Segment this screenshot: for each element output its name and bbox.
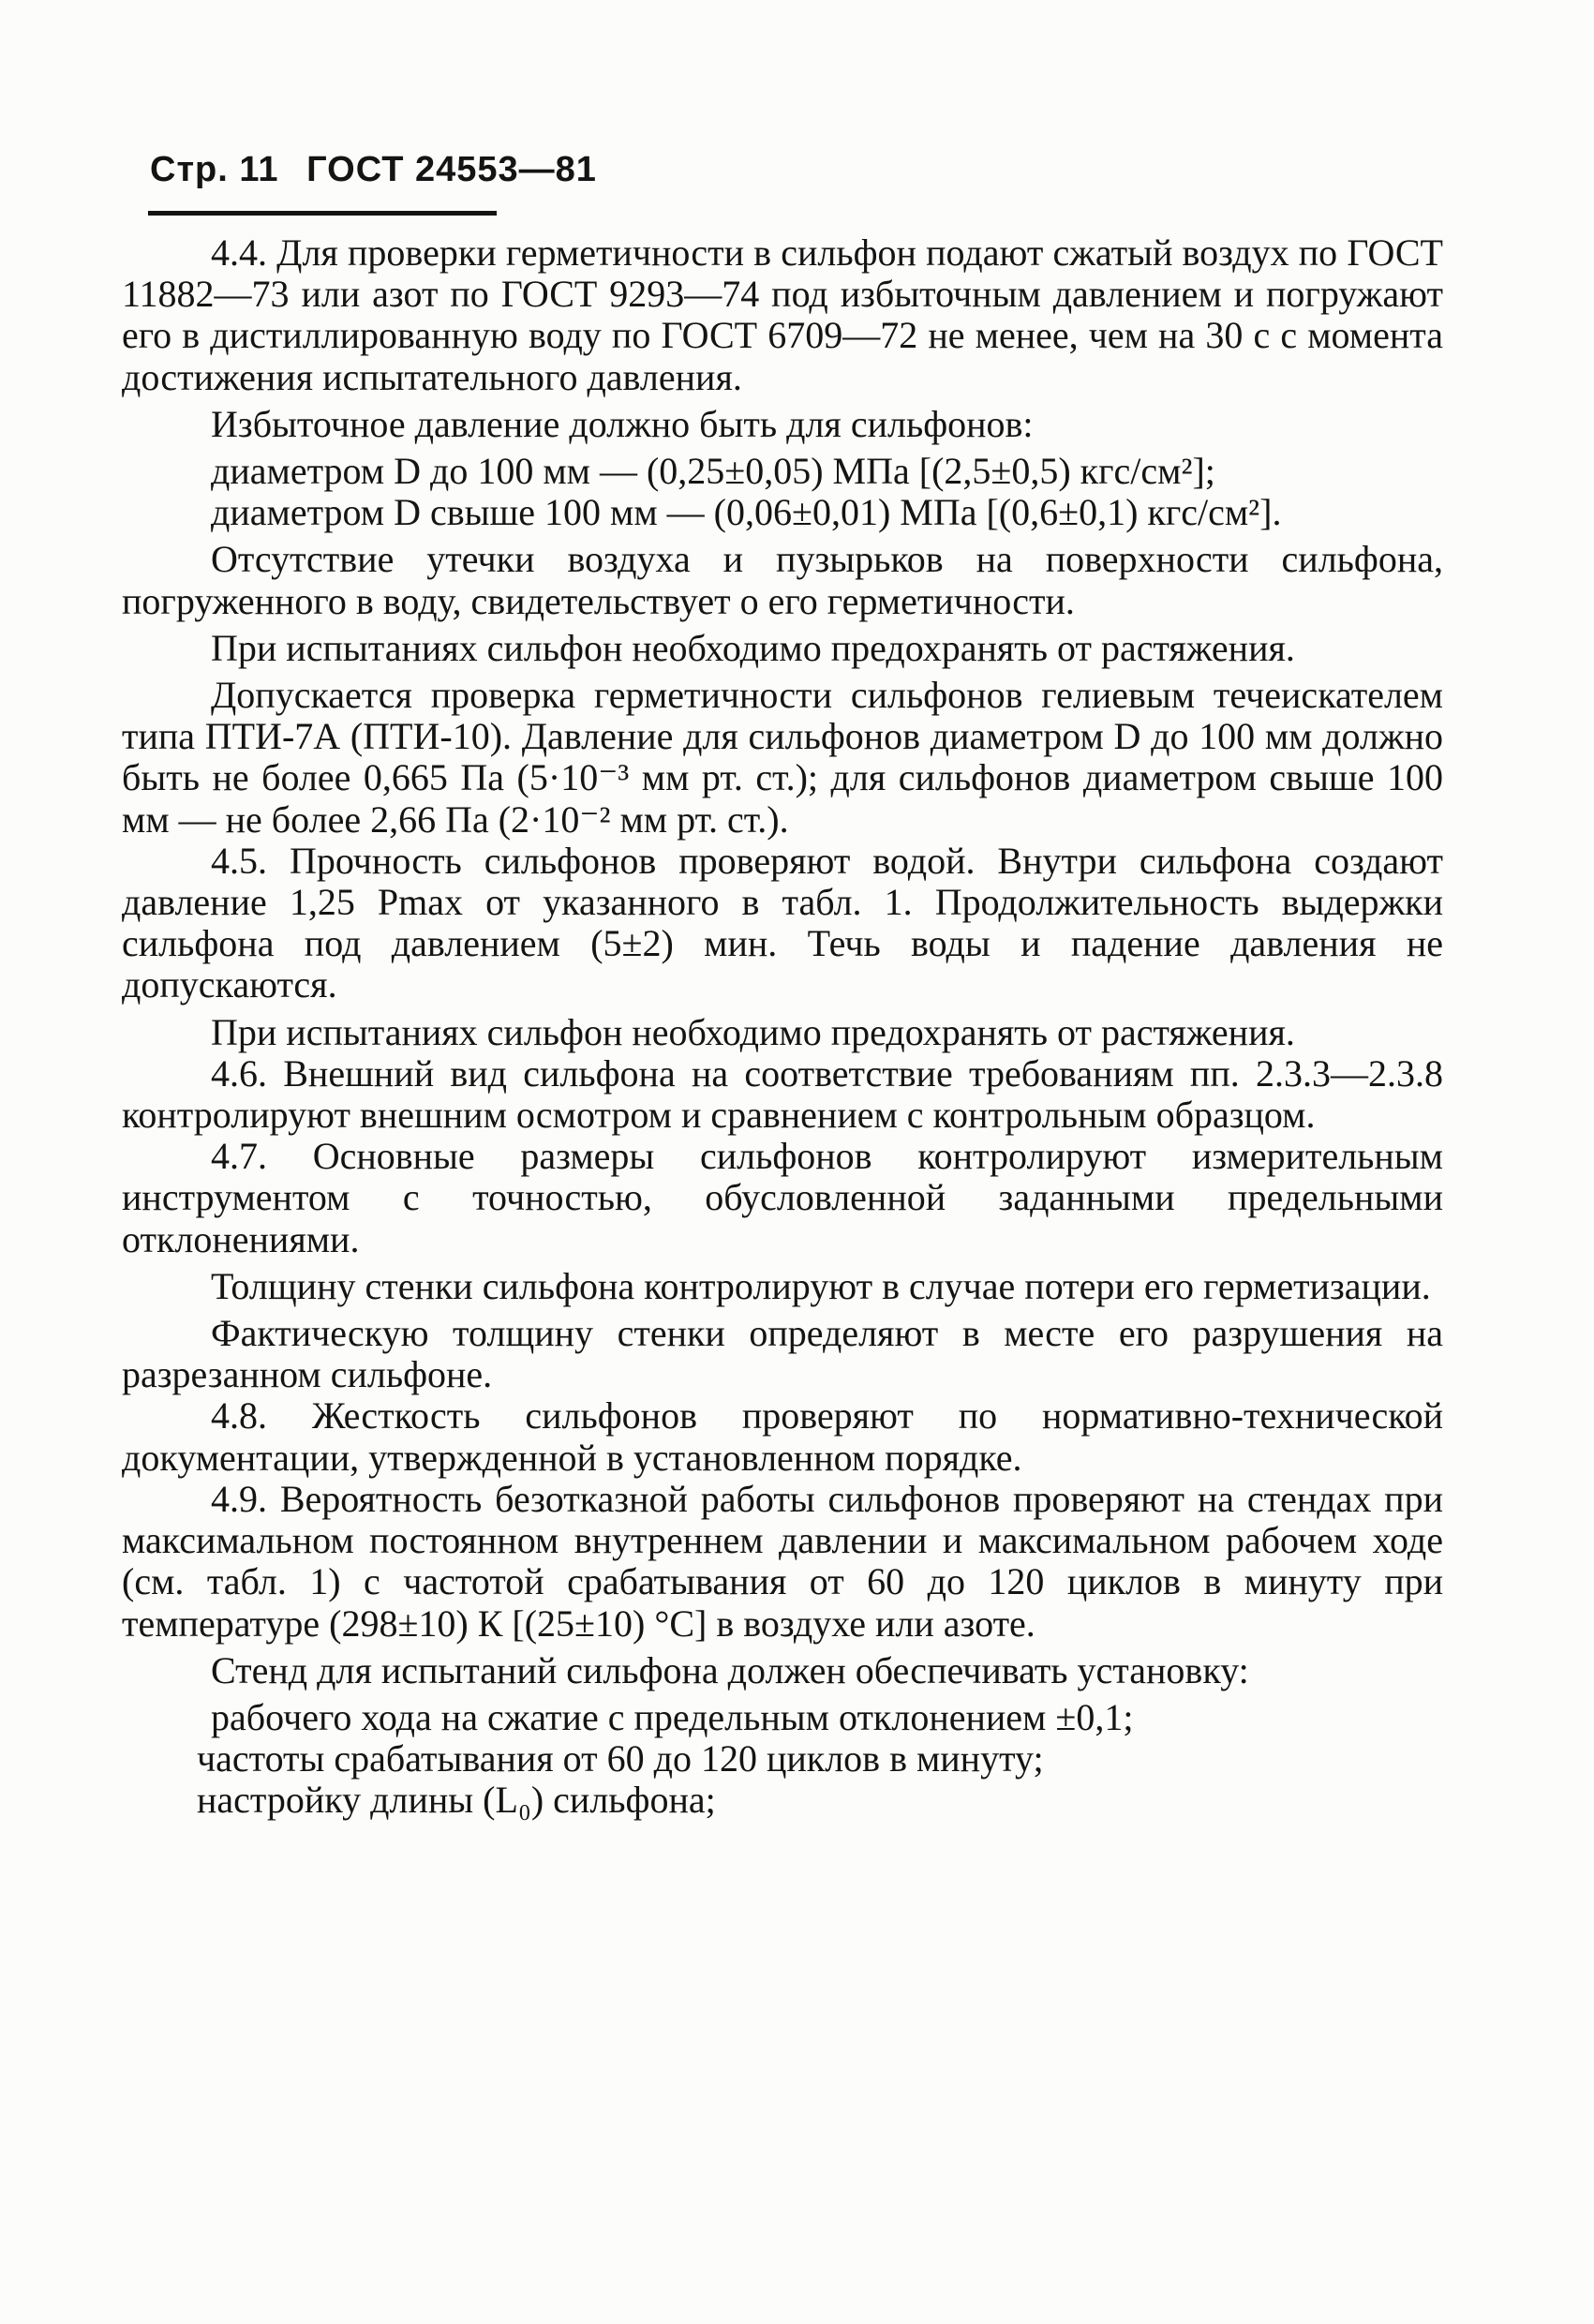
actual-thickness-paragraph: Фактическую толщину стенки определяют в месте его разрушения на разрезанном сильфоне.: [122, 1312, 1443, 1396]
pressure-item-1: диаметром D до 100 мм — (0,25±0,05) МПа [(2,5±0,5) кгс/см²];: [211, 450, 1215, 493]
no-leak-paragraph: Отсутствие утечки воздуха и пузырьков на поверхности сильфона, погруженного в воду, свидетельствует о его герметичности.: [122, 538, 1443, 622]
section-4-7: 4.7. Основные размеры сильфонов контролируют измерительным инструментом с точностью, обусловленной заданными предельными отклонениями.: [122, 1135, 1443, 1260]
stand-paragraph: Стенд для испытаний сильфона должен обеспечивать установку:: [211, 1648, 1249, 1691]
helium-paragraph: Допускается проверка герметичности сильфонов гелиевым течеискателем типа ПТИ-7А (ПТИ-10). Давление для сильфонов диаметром D до 100 мм должно быть не более 0,665 Па (5·10⁻³ мм рт. ст.); для сильфонов диаметром свыше 100 мм — не более 2,66 Па (2·10⁻² мм рт. ст.).: [122, 674, 1443, 841]
section-4-5: 4.5. Прочность сильфонов проверяют водой. Внутри сильфона создают давление 1,25 Pmax от указанного в табл. 1. Продолжительность выдержки сильфона под давлением (5±2) мин. Течь воды и падение давления не допускаются.: [122, 839, 1443, 1006]
section-4-6: 4.6. Внешний вид сильфона на соответствие требованиям пп. 2.3.3—2.3.8 контролируют внешним осмотром и сравнением с контрольным образцом.: [122, 1051, 1443, 1137]
document-body: [122, 232, 1443, 1822]
stand-item-1: рабочего хода на сжатие с предельным отклонением ±0,1;: [211, 1695, 1134, 1738]
thickness-paragraph: Толщину стенки сильфона контролируют в случае потери его герметизации.: [211, 1264, 1431, 1307]
stand-item-3: настройку длины (L₀) сильфона;: [197, 1779, 716, 1822]
protect-paragraph-1: При испытаниях сильфон необходимо предохранять от растяжения.: [211, 626, 1295, 669]
section-4-4: 4.4. Для проверки герметичности в сильфон подают сжатый воздух по ГОСТ 11882—73 или азот по ГОСТ 9293—74 под избыточным давлением и погружают его в дистиллированную воду по ГОСТ 6709—72 не менее, чем на 30 с с момента достижения испытательного давления.: [122, 231, 1443, 398]
standard-designation: ГОСТ 24553—81: [306, 150, 597, 189]
protect-paragraph-2: При испытаниях сильфон необходимо предохранять от растяжения.: [211, 1010, 1295, 1053]
pressure-item-2: диаметром D свыше 100 мм — (0,06±0,01) МПа [(0,6±0,1) кгс/см²].: [211, 491, 1282, 534]
pressure-intro: Избыточное давление должно быть для сильфонов:: [211, 402, 1034, 445]
section-4-9: 4.9. Вероятность безотказной работы сильфонов проверяют на стендах при максимальном постоянном внутреннем давлении и максимальном рабочем ходе (см. табл. 1) с частотой срабатывания от 60 до 120 циклов в минуту при температуре (298±10) К [(25±10) °С] в воздухе или азоте.: [122, 1477, 1443, 1645]
section-4-8: 4.8. Жесткость сильфонов проверяют по нормативно-технической документации, утвержденной в установленном порядке.: [122, 1394, 1443, 1479]
page-number: Стр. 11: [150, 150, 279, 189]
header-rule: [148, 211, 497, 216]
stand-item-2: частоты срабатывания от 60 до 120 циклов в минуту;: [197, 1737, 1044, 1780]
page-header: [150, 150, 597, 190]
